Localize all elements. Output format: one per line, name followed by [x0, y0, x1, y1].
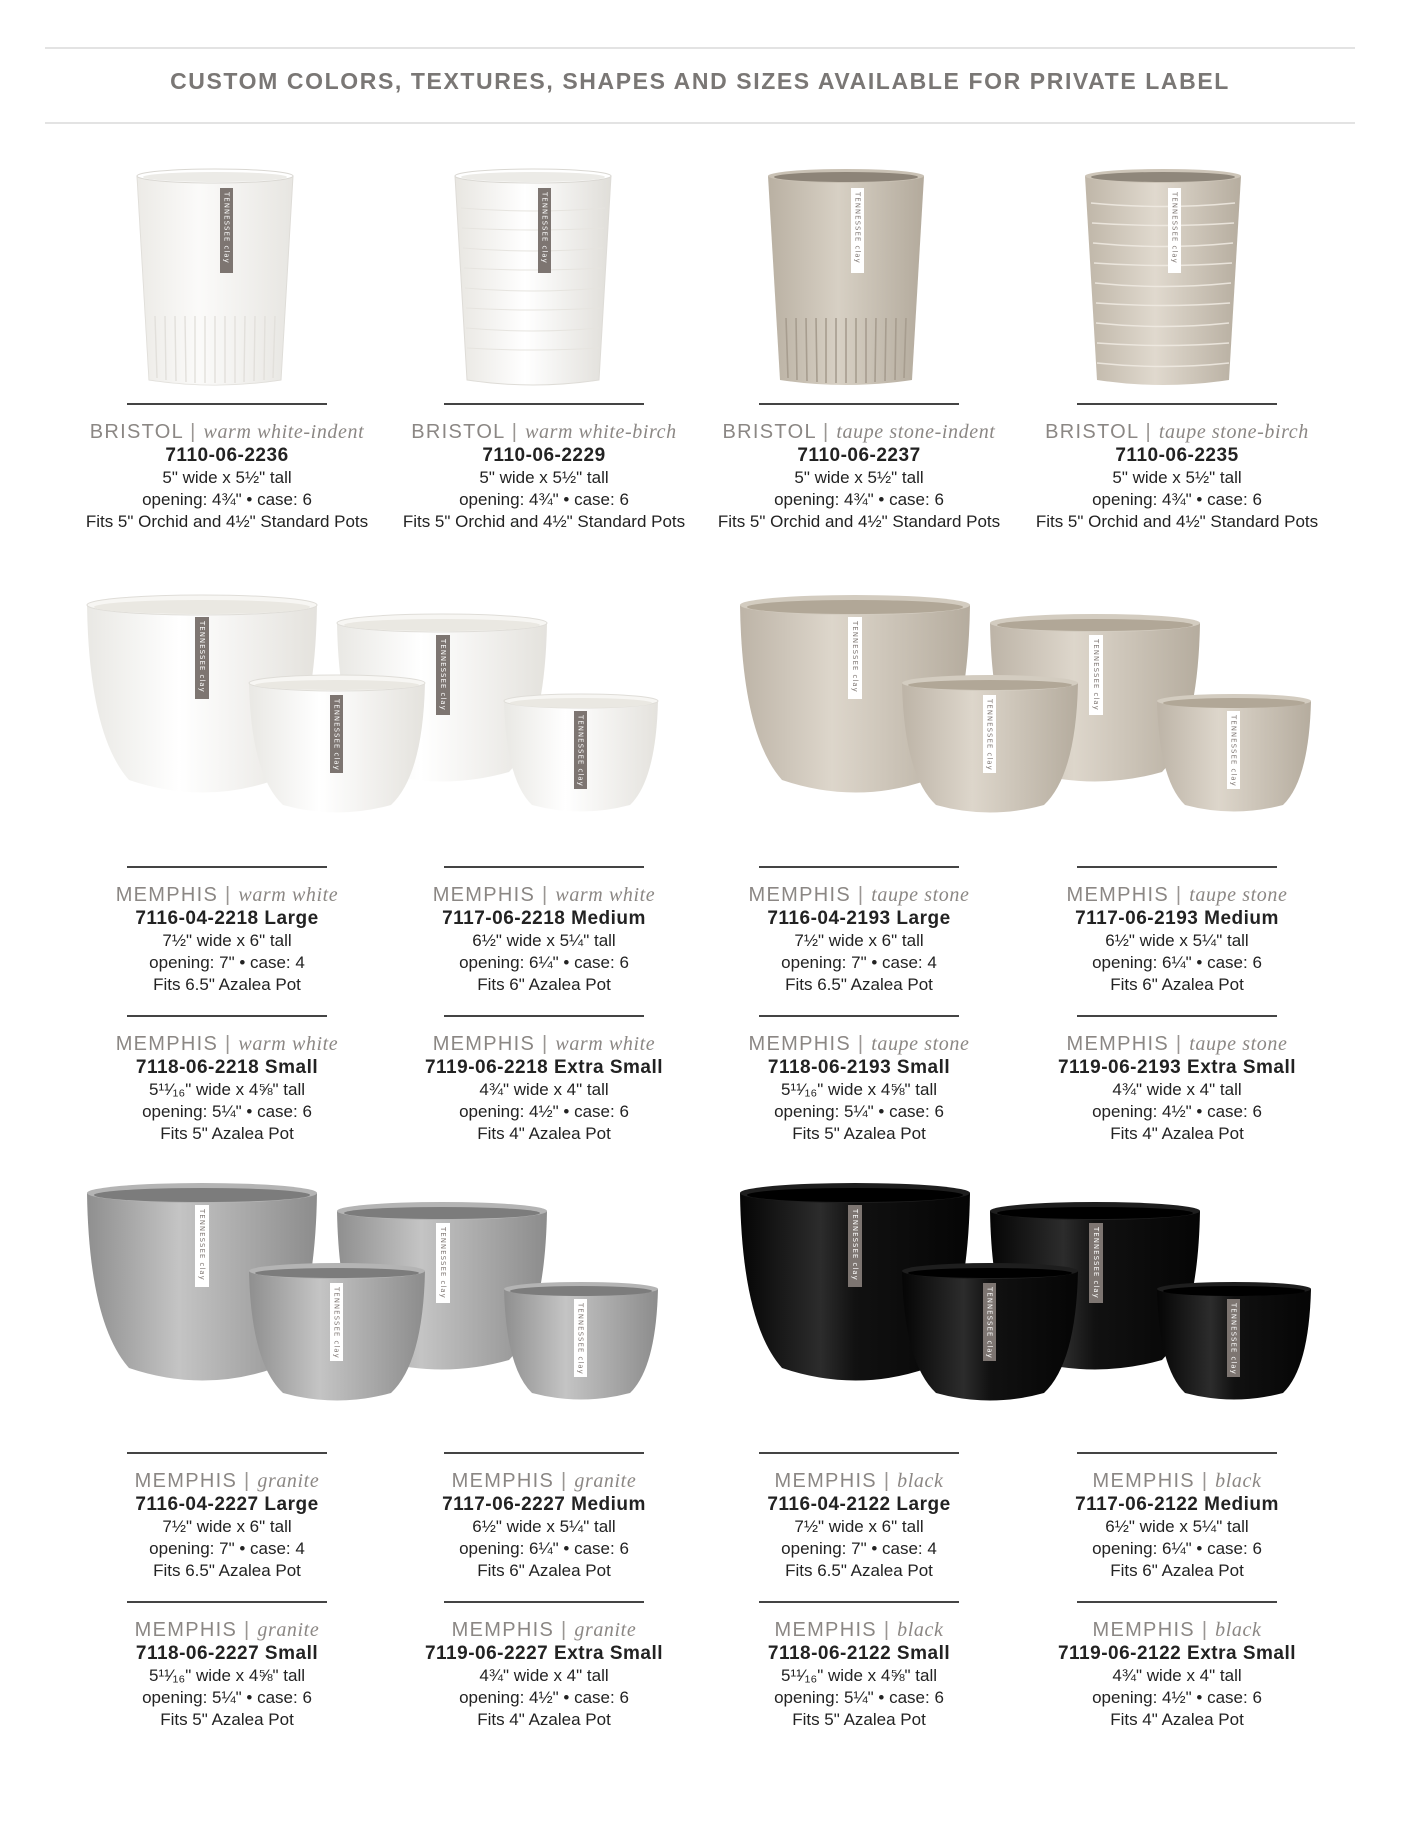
product-bristol-warm-white-birch [384, 403, 704, 533]
memphis-black-set-image [738, 1183, 1318, 1433]
fits: Fits 6" Azalea Pot [477, 974, 611, 994]
rule [444, 1015, 644, 1017]
dimensions: 5" wide x 5½" tall [479, 467, 609, 487]
product-memphis-granite-small [67, 1601, 387, 1731]
finish-name: black [1215, 1469, 1262, 1492]
product-memphis-warm-white-extra-small [384, 1015, 704, 1145]
series-name: MEMPHIS [432, 883, 536, 906]
dimensions: 5" wide x 5½" tall [794, 467, 924, 487]
fits: Fits 6" Azalea Pot [477, 1560, 611, 1580]
sku: 7117-06-2193 Medium [1075, 907, 1279, 929]
series-line: MEMPHIS | taupe stone [1066, 883, 1288, 906]
opening-case: opening: 6¼" • case: 6 [1092, 952, 1262, 972]
series-name: MEMPHIS [774, 1469, 877, 1492]
opening-case: opening: 4¾" • case: 6 [1092, 489, 1262, 509]
finish-name: granite [257, 1618, 320, 1641]
series-name: MEMPHIS [1066, 1032, 1169, 1055]
finish-name: warm white [238, 883, 339, 906]
opening-case: opening: 4¾" • case: 6 [774, 489, 944, 509]
sku: 7118-06-2218 Small [135, 1056, 319, 1078]
finish-name: taupe stone [1189, 1032, 1288, 1055]
fits: Fits 6.5" Azalea Pot [785, 1560, 933, 1580]
opening-case: opening: 4¾" • case: 6 [459, 489, 629, 509]
dimensions: 6½" wide x 5¼" tall [1105, 1516, 1249, 1536]
opening-case: opening: 5¼" • case: 6 [774, 1101, 944, 1121]
finish-name: granite [574, 1469, 637, 1492]
series-line: MEMPHIS | taupe stone [748, 883, 970, 906]
sku: 7110-06-2229 [482, 444, 606, 466]
svg-text:TENNESSEE clay: TENNESSEE clay [985, 699, 994, 771]
product-memphis-taupe-stone-extra-small [1017, 1015, 1337, 1145]
fits: Fits 5" Azalea Pot [792, 1123, 926, 1143]
product-memphis-granite-medium [384, 1452, 704, 1582]
opening-case: opening: 4½" • case: 6 [459, 1101, 629, 1121]
svg-text:TENNESSEE clay: TENNESSEE clay [851, 621, 859, 693]
series-name: MEMPHIS [115, 1032, 219, 1055]
fits: Fits 5" Orchid and 4½" Standard Pots [402, 511, 686, 531]
svg-text:TENNESSEE clay: TENNESSEE clay [198, 621, 206, 693]
opening-case: opening: 4½" • case: 6 [1092, 1687, 1262, 1707]
series-line: MEMPHIS | taupe stone [748, 1032, 970, 1055]
dimensions: 4¾" wide x 4" tall [1112, 1079, 1242, 1099]
opening-case: opening: 4½" • case: 6 [459, 1687, 629, 1707]
series-name: MEMPHIS [1066, 883, 1169, 906]
dimensions: 6½" wide x 5¼" tall [472, 1516, 616, 1536]
series-line: MEMPHIS | taupe stone [1066, 1032, 1288, 1055]
sku: 7117-06-2218 Medium [442, 907, 646, 929]
series-line: BRISTOL | warm white-birch [411, 420, 677, 443]
series-name: MEMPHIS [432, 1032, 536, 1055]
memphis-taupe-stone-set-image [738, 595, 1318, 845]
series-name: MEMPHIS [1092, 1469, 1195, 1492]
memphis-warm-white-set-image [85, 595, 665, 845]
series-line: MEMPHIS | granite [451, 1469, 637, 1492]
opening-case: opening: 6¼" • case: 6 [459, 1538, 629, 1558]
banner-divider [45, 122, 1355, 124]
sku: 7118-06-2122 Small [767, 1642, 951, 1664]
opening-case: opening: 7" • case: 4 [149, 952, 305, 972]
dimensions: 5¹¹⁄₁₆" wide x 4⅝" tall [149, 1665, 305, 1685]
bristol-warm-white-birch-image [453, 168, 613, 388]
opening-case: opening: 5¼" • case: 6 [774, 1687, 944, 1707]
product-memphis-black-extra-small [1017, 1601, 1337, 1731]
series-line: MEMPHIS | black [1092, 1469, 1262, 1492]
product-memphis-black-medium [1017, 1452, 1337, 1582]
finish-name: warm white [555, 1032, 656, 1055]
sku: 7119-06-2227 Extra Small [424, 1642, 664, 1664]
svg-text:TENNESSEE clay: TENNESSEE clay [439, 639, 447, 711]
sku: 7119-06-2218 Extra Small [424, 1056, 664, 1078]
dimensions: 4¾" wide x 4" tall [1112, 1665, 1242, 1685]
rule [444, 1452, 644, 1454]
svg-text:TENNESSEE clay: TENNESSEE clay [1170, 192, 1179, 264]
fits: Fits 5" Orchid and 4½" Standard Pots [85, 511, 369, 531]
finish-name: taupe stone-indent [836, 420, 996, 443]
svg-text:TENNESSEE clay: TENNESSEE clay [222, 192, 231, 264]
opening-case: opening: 7" • case: 4 [781, 952, 937, 972]
sku: 7118-06-2227 Small [135, 1642, 319, 1664]
fits: Fits 5" Orchid and 4½" Standard Pots [717, 511, 1001, 531]
fits: Fits 5" Azalea Pot [160, 1123, 294, 1143]
product-memphis-taupe-stone-small [699, 1015, 1019, 1145]
fits: Fits 4" Azalea Pot [1110, 1709, 1244, 1729]
dimensions: 4¾" wide x 4" tall [479, 1079, 609, 1099]
bristol-warm-white-indent-image [135, 168, 295, 388]
bristol-taupe-stone-birch-image [1083, 168, 1243, 388]
svg-text:TENNESSEE clay: TENNESSEE clay [332, 1287, 341, 1359]
product-memphis-granite-extra-small [384, 1601, 704, 1731]
opening-case: opening: 6¼" • case: 6 [1092, 1538, 1262, 1558]
sku: 7116-04-2193 Large [767, 907, 951, 929]
series-line: MEMPHIS | black [774, 1469, 944, 1492]
rule [759, 1452, 959, 1454]
top-divider [45, 47, 1355, 49]
dimensions: 7½" wide x 6" tall [162, 930, 292, 950]
rule [1077, 1601, 1277, 1603]
sku: 7116-04-2218 Large [135, 907, 319, 929]
dimensions: 7½" wide x 6" tall [794, 930, 924, 950]
opening-case: opening: 7" • case: 4 [781, 1538, 937, 1558]
rule [759, 1601, 959, 1603]
series-line: BRISTOL | warm white-indent [89, 420, 365, 443]
series-name: MEMPHIS [115, 883, 219, 906]
svg-text:TENNESSEE clay: TENNESSEE clay [540, 192, 549, 264]
series-name: MEMPHIS [748, 1032, 851, 1055]
sku: 7119-06-2193 Extra Small [1057, 1056, 1297, 1078]
finish-name: taupe stone [1189, 883, 1288, 906]
opening-case: opening: 7" • case: 4 [149, 1538, 305, 1558]
sku: 7110-06-2236 [165, 444, 289, 466]
series-name: MEMPHIS [774, 1618, 877, 1641]
svg-text:TENNESSEE clay: TENNESSEE clay [1092, 1227, 1100, 1299]
series-line: MEMPHIS | granite [451, 1618, 637, 1641]
finish-name: black [897, 1618, 944, 1641]
fits: Fits 4" Azalea Pot [1110, 1123, 1244, 1143]
sku: 7116-04-2227 Large [135, 1493, 319, 1515]
finish-name: taupe stone-birch [1158, 420, 1309, 443]
svg-text:TENNESSEE clay: TENNESSEE clay [439, 1227, 447, 1299]
fits: Fits 6" Azalea Pot [1110, 974, 1244, 994]
sku: 7116-04-2122 Large [767, 1493, 951, 1515]
product-memphis-granite-large [67, 1452, 387, 1582]
product-memphis-black-small [699, 1601, 1019, 1731]
series-line: MEMPHIS | granite [134, 1469, 320, 1492]
bristol-taupe-stone-indent-image [766, 168, 926, 388]
rule [444, 1601, 644, 1603]
svg-text:TENNESSEE clay: TENNESSEE clay [851, 1209, 859, 1281]
series-name: BRISTOL [1045, 420, 1139, 443]
finish-name: warm white [555, 883, 656, 906]
opening-case: opening: 5¼" • case: 6 [142, 1101, 312, 1121]
rule [1077, 403, 1277, 405]
dimensions: 5¹¹⁄₁₆" wide x 4⅝" tall [149, 1079, 305, 1099]
svg-text:TENNESSEE clay: TENNESSEE clay [576, 1303, 585, 1375]
rule [1077, 1452, 1277, 1454]
series-line: MEMPHIS | warm white [115, 883, 339, 906]
svg-text:TENNESSEE clay: TENNESSEE clay [853, 192, 862, 264]
svg-text:TENNESSEE clay: TENNESSEE clay [1092, 639, 1100, 711]
dimensions: 6½" wide x 5¼" tall [1105, 930, 1249, 950]
rule [127, 1015, 327, 1017]
finish-name: granite [257, 1469, 320, 1492]
rule [127, 866, 327, 868]
svg-text:TENNESSEE clay: TENNESSEE clay [576, 715, 585, 787]
series-line: BRISTOL | taupe stone-indent [722, 420, 996, 443]
rule [759, 403, 959, 405]
svg-text:TENNESSEE clay: TENNESSEE clay [985, 1287, 994, 1359]
product-memphis-taupe-stone-medium [1017, 866, 1337, 996]
rule [127, 1452, 327, 1454]
dimensions: 6½" wide x 5¼" tall [472, 930, 616, 950]
sku: 7110-06-2235 [1115, 444, 1239, 466]
dimensions: 5¹¹⁄₁₆" wide x 4⅝" tall [781, 1079, 937, 1099]
sku: 7119-06-2122 Extra Small [1057, 1642, 1297, 1664]
opening-case: opening: 5¼" • case: 6 [142, 1687, 312, 1707]
dimensions: 7½" wide x 6" tall [162, 1516, 292, 1536]
series-name: MEMPHIS [748, 883, 851, 906]
dimensions: 5¹¹⁄₁₆" wide x 4⅝" tall [781, 1665, 937, 1685]
series-name: BRISTOL [722, 420, 817, 443]
finish-name: taupe stone [871, 883, 970, 906]
svg-text:TENNESSEE clay: TENNESSEE clay [332, 699, 341, 771]
rule [759, 866, 959, 868]
memphis-granite-set-image [85, 1183, 665, 1433]
dimensions: 4¾" wide x 4" tall [479, 1665, 609, 1685]
svg-text:TENNESSEE clay: TENNESSEE clay [1229, 1303, 1238, 1375]
series-line: MEMPHIS | warm white [115, 1032, 339, 1055]
series-name: MEMPHIS [134, 1469, 238, 1492]
product-bristol-warm-white-indent [67, 403, 387, 533]
product-memphis-black-large [699, 1452, 1019, 1582]
opening-case: opening: 4¾" • case: 6 [142, 489, 312, 509]
series-line: MEMPHIS | warm white [432, 1032, 656, 1055]
series-name: BRISTOL [89, 420, 184, 443]
fits: Fits 6.5" Azalea Pot [153, 974, 301, 994]
rule [444, 866, 644, 868]
sku: 7118-06-2193 Small [767, 1056, 951, 1078]
dimensions: 7½" wide x 6" tall [794, 1516, 924, 1536]
finish-name: warm white [238, 1032, 339, 1055]
product-memphis-taupe-stone-large [699, 866, 1019, 996]
sku: 7117-06-2122 Medium [1075, 1493, 1279, 1515]
series-name: MEMPHIS [1092, 1618, 1195, 1641]
rule [127, 1601, 327, 1603]
sku: 7117-06-2227 Medium [442, 1493, 646, 1515]
fits: Fits 6.5" Azalea Pot [153, 1560, 301, 1580]
dimensions: 5" wide x 5½" tall [1112, 467, 1242, 487]
rule [759, 1015, 959, 1017]
series-line: BRISTOL | taupe stone-birch [1045, 420, 1309, 443]
product-memphis-warm-white-medium [384, 866, 704, 996]
rule [127, 403, 327, 405]
finish-name: warm white-indent [203, 420, 365, 443]
svg-text:TENNESSEE clay: TENNESSEE clay [1229, 715, 1238, 787]
fits: Fits 6" Azalea Pot [1110, 1560, 1244, 1580]
fits: Fits 5" Azalea Pot [792, 1709, 926, 1729]
series-name: MEMPHIS [451, 1469, 555, 1492]
rule [1077, 866, 1277, 868]
series-name: BRISTOL [411, 420, 505, 443]
series-name: MEMPHIS [451, 1618, 555, 1641]
series-line: MEMPHIS | black [1092, 1618, 1262, 1641]
rule [1077, 1015, 1277, 1017]
finish-name: warm white-birch [525, 420, 677, 443]
product-bristol-taupe-stone-birch [1017, 403, 1337, 533]
fits: Fits 6.5" Azalea Pot [785, 974, 933, 994]
opening-case: opening: 6¼" • case: 6 [459, 952, 629, 972]
fits: Fits 5" Azalea Pot [160, 1709, 294, 1729]
series-line: MEMPHIS | warm white [432, 883, 656, 906]
series-line: MEMPHIS | granite [134, 1618, 320, 1641]
series-name: MEMPHIS [134, 1618, 238, 1641]
private-label-banner: CUSTOM COLORS, TEXTURES, SHAPES AND SIZES AVAILABLE FOR PRIVATE LABEL [170, 68, 1230, 94]
product-bristol-taupe-stone-indent [699, 403, 1019, 533]
finish-name: black [897, 1469, 944, 1492]
fits: Fits 5" Orchid and 4½" Standard Pots [1035, 511, 1319, 531]
product-memphis-warm-white-large [67, 866, 387, 996]
series-line: MEMPHIS | black [774, 1618, 944, 1641]
fits: Fits 4" Azalea Pot [477, 1123, 611, 1143]
rule [444, 403, 644, 405]
dimensions: 5" wide x 5½" tall [162, 467, 292, 487]
svg-text:TENNESSEE clay: TENNESSEE clay [198, 1209, 206, 1281]
finish-name: granite [574, 1618, 637, 1641]
sku: 7110-06-2237 [797, 444, 921, 466]
product-memphis-warm-white-small [67, 1015, 387, 1145]
fits: Fits 4" Azalea Pot [477, 1709, 611, 1729]
opening-case: opening: 4½" • case: 6 [1092, 1101, 1262, 1121]
finish-name: black [1215, 1618, 1262, 1641]
finish-name: taupe stone [871, 1032, 970, 1055]
